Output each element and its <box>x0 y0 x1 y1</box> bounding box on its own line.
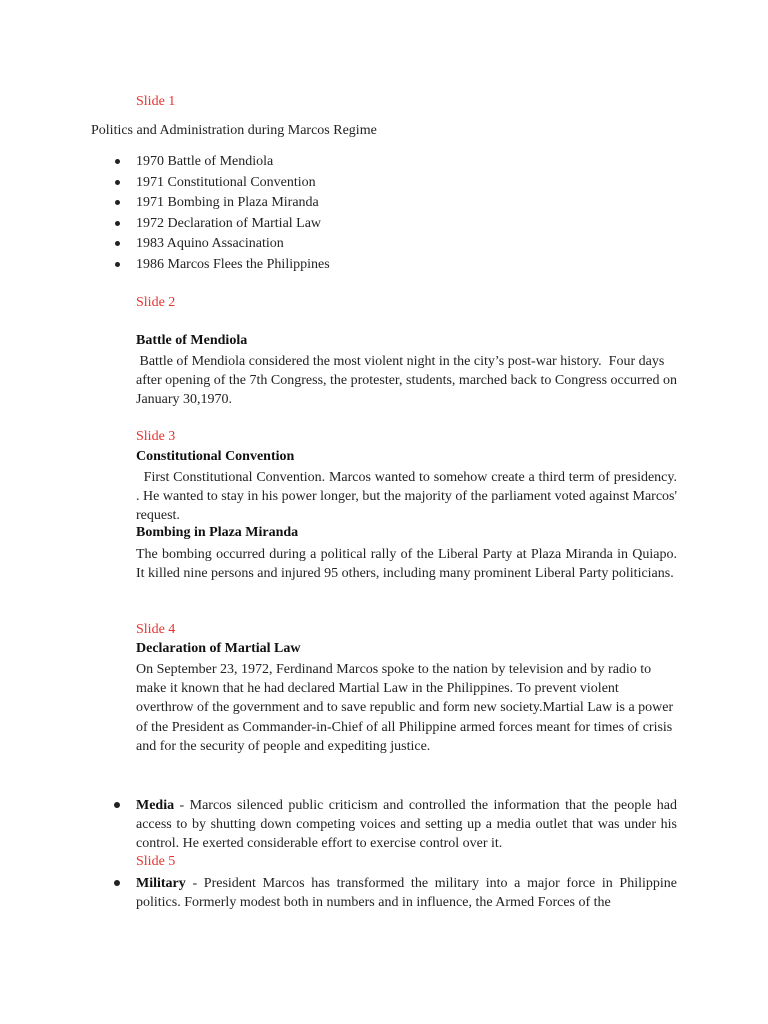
media-description: - Marcos silenced public criticism and controlled the information that the people had access to by shutting down competing voices and setting up a media outlet that was under his control. He exerted considerable effort to exercise control over it. <box>136 798 677 852</box>
list-item: 1971 Bombing in Plaza Miranda <box>136 195 319 210</box>
slide-1-title: Politics and Administration during Marcos Regime <box>91 123 377 138</box>
bullet-icon <box>115 241 120 246</box>
bullet-icon <box>114 802 120 808</box>
bullet-icon <box>115 221 120 226</box>
bullet-icon <box>115 180 120 185</box>
slide-3-marker: Slide 3 <box>136 429 176 444</box>
martial-law-text: On September 23, 1972, Ferdinand Marcos spoke to the nation by television and by radio to make it known that he had declared Martial Law in the Philippines. To prevent violent overthrow of the government and to save republic and form new society.Martial Law is a power of the President as Commander-in-Chief of all Philippine armed forces meant for times of crisis and for the security of people and expediting justice. <box>136 662 674 754</box>
bullet-icon <box>115 159 120 164</box>
slide-5-marker: Slide 5 <box>136 854 176 869</box>
constitutional-convention-heading: Constitutional Convention <box>136 449 295 464</box>
bullet-icon <box>114 880 120 886</box>
list-item: 1970 Battle of Mendiola <box>136 154 274 169</box>
media-bullet-text <box>136 796 677 854</box>
battle-of-mendiola-heading: Battle of Mendiola <box>136 333 248 348</box>
battle-of-mendiola-text: Battle of Mendiola considered the most violent night in the city’s post-war history. Four days after opening of the 7th Congress, the protester, students, marched back to Congress occurred on January 30,1970. <box>136 354 681 408</box>
constitutional-convention-text: First Constitutional Convention. Marcos wanted to somehow create a third term of presidency. . He wanted to stay in his power longer, but the majority of the parliament voted against Marcos' request. <box>136 470 681 524</box>
slide-2-marker: Slide 2 <box>136 295 176 310</box>
bullet-icon <box>115 200 120 205</box>
bombing-plaza-miranda-heading: Bombing in Plaza Miranda <box>136 525 299 540</box>
bullet-icon <box>115 262 120 267</box>
military-term: Military <box>136 876 186 891</box>
list-item: 1971 Constitutional Convention <box>136 175 316 190</box>
list-item: 1972 Declaration of Martial Law <box>136 216 322 231</box>
slide-4-marker: Slide 4 <box>136 622 176 637</box>
media-term: Media <box>136 798 175 813</box>
military-description: - President Marcos has transformed the military into a major force in Philippine politics. Formerly modest both in numbers and in influence, the Armed Forces of the <box>136 876 677 911</box>
martial-law-heading: Declaration of Martial Law <box>136 641 301 656</box>
bombing-plaza-miranda-text: The bombing occurred during a political rally of the Liberal Party at Plaza Miranda in Quiapo. It killed nine persons and injured 95 others, including many prominent Liberal Party politicians. <box>136 547 677 582</box>
military-bullet-text <box>136 874 677 912</box>
slide-1-marker: Slide 1 <box>136 94 176 109</box>
list-item: 1983 Aquino Assacination <box>136 236 284 251</box>
list-item: 1986 Marcos Flees the Philippines <box>136 257 330 272</box>
